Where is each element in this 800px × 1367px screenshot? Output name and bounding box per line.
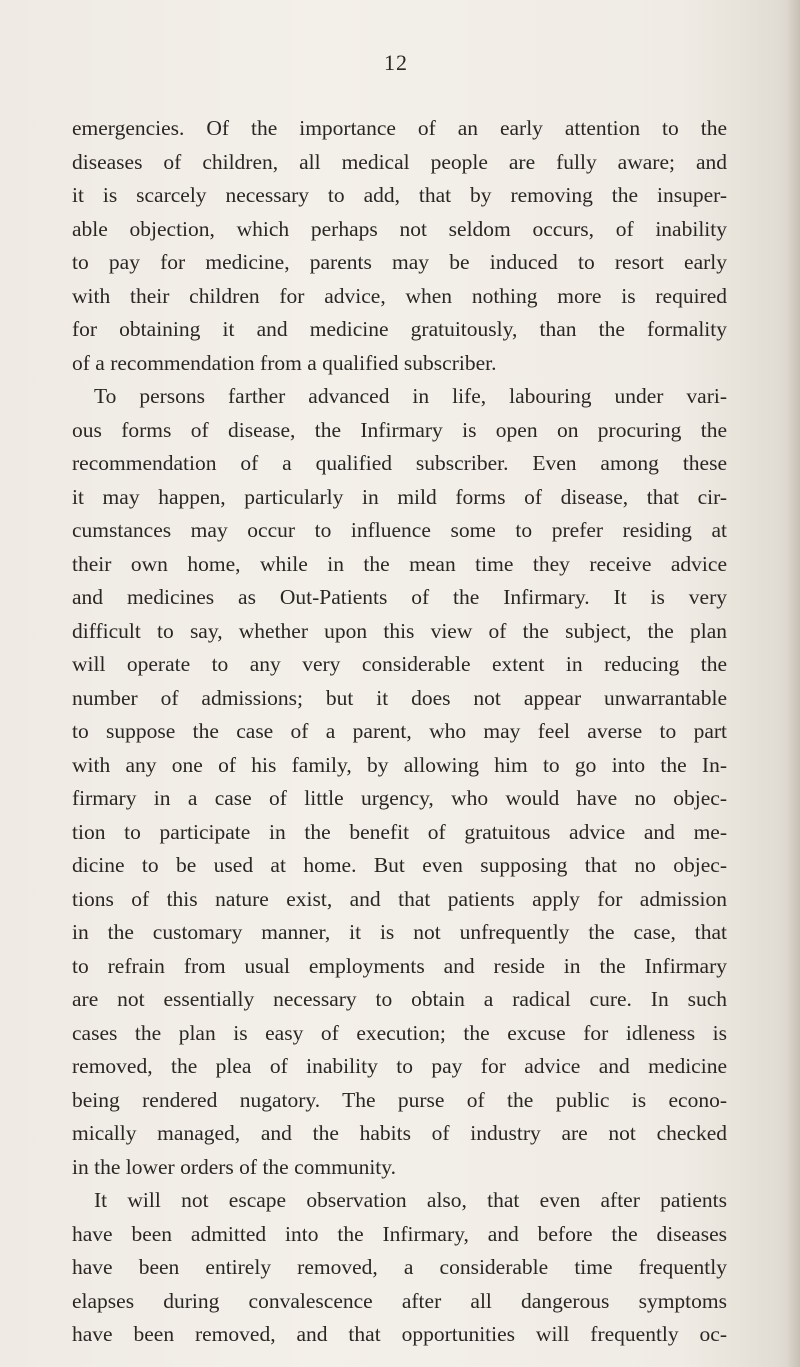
text-line: emergencies. Of the importance of an early attention to the — [72, 116, 727, 140]
text-line: dicine to be used at home. But even supposing that no objec- — [72, 853, 727, 877]
text-line: have been removed, and that opportunities will frequently oc- — [72, 1322, 727, 1346]
text-line: cases the plan is easy of execution; the excuse for idleness is — [72, 1020, 727, 1045]
text-line: elapses during convalescence after all dangerous symptoms — [72, 1288, 727, 1313]
text-line: to refrain from usual employments and reside in the Infirmary — [72, 953, 727, 978]
text-line: with their children for advice, when nothing more is required — [72, 283, 727, 308]
text-line: diseases of children, all medical people are fully aware; and — [72, 149, 727, 174]
text-line: and medicines as Out-Patients of the Infirmary. It is very — [72, 585, 727, 609]
text-line: are not essentially necessary to obtain a radical cure. In such — [72, 987, 727, 1011]
text-line: of a recommendation from a qualified subscriber. — [72, 350, 497, 375]
text-line: being rendered nugatory. The purse of the public is econo- — [72, 1087, 727, 1112]
text-line: ous forms of disease, the Infirmary is open on procuring the — [72, 417, 727, 442]
text-line: tions of this nature exist, and that patients apply for admission — [72, 886, 727, 911]
text-line: for obtaining it and medicine gratuitously, than the formality — [72, 317, 727, 341]
text-line: tion to participate in the benefit of gratuitous advice and me- — [72, 819, 727, 844]
text-line: to pay for medicine, parents may be induced to resort early — [72, 250, 727, 274]
text-line: It will not escape observation also, that even after patients — [94, 1188, 727, 1212]
text-line: it is scarcely necessary to add, that by removing the insuper- — [72, 183, 727, 207]
text-line: removed, the plea of inability to pay for advice and medicine — [72, 1054, 727, 1078]
text-line: it may happen, particularly in mild forms of disease, that cir- — [72, 484, 727, 509]
text-line: in the customary manner, it is not unfrequently the case, that — [72, 920, 727, 944]
page-number: 12 — [384, 50, 408, 75]
text-line: able objection, which perhaps not seldom occurs, of inability — [72, 216, 727, 241]
text-line: to suppose the case of a parent, who may feel averse to part — [72, 719, 727, 743]
text-line: To persons farther advanced in life, labouring under vari- — [94, 384, 727, 408]
text-line: with any one of his family, by allowing him to go into the In- — [72, 752, 727, 777]
text-line: have been admitted into the Infirmary, and before the diseases — [72, 1221, 727, 1246]
page-edge-shadow — [786, 0, 800, 1367]
text-line: mically managed, and the habits of industry are not checked — [72, 1121, 727, 1145]
text-line: firmary in a case of little urgency, who would have no objec- — [72, 786, 727, 810]
text-line: have been entirely removed, a considerable time frequently — [72, 1255, 727, 1279]
text-line: number of admissions; but it does not appear unwarrantable — [72, 685, 727, 710]
text-line: will operate to any very considerable extent in reducing the — [72, 652, 727, 676]
text-line: in the lower orders of the community. — [72, 1154, 397, 1179]
body-text — [72, 112, 727, 1352]
text-line: their own home, while in the mean time they receive advice — [72, 551, 727, 576]
text-line: recommendation of a qualified subscriber. Even among these — [72, 451, 727, 475]
text-line: cumstances may occur to influence some to prefer residing at — [72, 518, 727, 542]
text-line: difficult to say, whether upon this view of the subject, the plan — [72, 618, 727, 643]
